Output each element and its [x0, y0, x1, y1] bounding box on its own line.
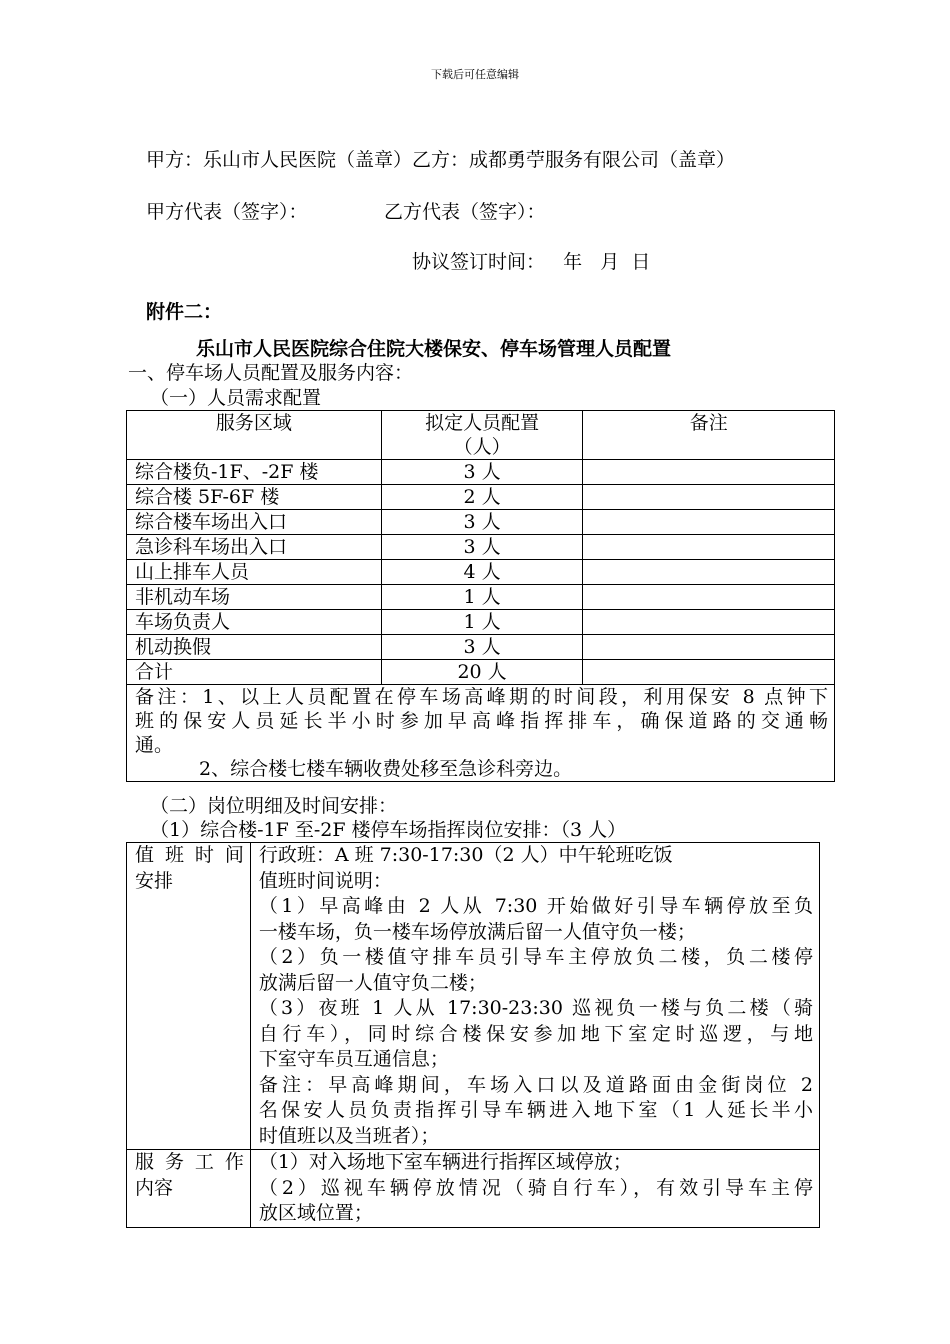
area-cell: 综合楼车场出入口: [127, 510, 382, 535]
table-row-total: [127, 660, 835, 685]
header-note: 下载后可任意编辑: [431, 68, 519, 81]
service-line: （1）对入场地下室车辆进行指挥区域停放；: [258, 1151, 632, 1173]
remark-cell: [583, 460, 835, 485]
count-cell: 3 人: [381, 510, 583, 535]
service-label-line1: 服务工作: [135, 1151, 244, 1173]
page-title: 乐山市人民医院综合住院大楼保安、停车场管理人员配置: [196, 338, 672, 360]
schedule-line: 行政班：A 班 7:30-17:30（2 人）中午轮班吃饭: [258, 844, 673, 866]
schedule-label-line2: 安排: [135, 869, 174, 892]
table-row: [127, 585, 835, 610]
count-cell: 1 人: [381, 585, 583, 610]
schedule-line: 名保安人员负责指挥引导车辆进入地下室（1 人延长半小: [258, 1099, 813, 1121]
duty-service-row: [127, 1150, 820, 1228]
table-row: [127, 460, 835, 485]
area-cell: 合计: [127, 660, 382, 685]
schedule-line: 自行车），同时综合楼保安参加地下室定时巡逻，与地: [258, 1022, 813, 1045]
service-line: （2）巡视车辆停放情况（骑自行车），有效引导车主停: [258, 1176, 813, 1199]
header-count-line2: （人）: [453, 436, 511, 458]
remark-cell: [583, 635, 835, 660]
area-cell: 机动换假: [127, 635, 382, 660]
note-1-line2: 班的保安人员延长半小时参加早高峰指挥排车，确保道路的交通畅: [135, 710, 828, 732]
schedule-line: 值班时间说明：: [258, 869, 392, 892]
schedule-line: 时值班以及当班者）；: [258, 1124, 440, 1147]
schedule-line: 一楼车场，负一楼车场停放满后留一人值守负一楼；: [258, 920, 696, 943]
table-row: [127, 510, 835, 535]
subsection-2-1-heading: （1）综合楼-1F 至-2F 楼停车场指挥岗位安排：（3 人）: [150, 819, 627, 841]
table-row: [127, 485, 835, 510]
service-line: 放区域位置；: [258, 1202, 373, 1224]
staff-config-table: [126, 410, 835, 782]
count-cell: 1 人: [381, 610, 583, 635]
count-cell: 4 人: [381, 560, 583, 585]
area-cell: 山上排车人员: [127, 560, 382, 585]
header-remark: 备注: [583, 411, 835, 460]
schedule-line: 下室守车员互通信息；: [258, 1048, 449, 1070]
count-cell: 20 人: [381, 660, 583, 685]
note-1-line1: 备注：1、以上人员配置在停车场高峰期的时间段，利用保安 8 点钟下: [135, 686, 828, 708]
table-row: [127, 610, 835, 635]
service-label: [127, 1150, 251, 1228]
attachment-heading: 附件二：: [146, 301, 223, 323]
table-header-row: [127, 411, 835, 460]
rep-a-label: 甲方代表（签字）：: [146, 201, 308, 223]
table-row: [127, 560, 835, 585]
schedule-label-line1: 值班时间: [135, 844, 244, 866]
area-cell: 非机动车场: [127, 585, 382, 610]
count-cell: 2 人: [381, 485, 583, 510]
schedule-line: （1）早高峰由 2 人从 7:30 开始做好引导车辆停放至负: [258, 895, 813, 917]
area-cell: 综合楼 5F-6F 楼: [127, 485, 382, 510]
schedule-line: 放满后留一人值守负二楼；: [258, 971, 487, 994]
area-cell: 综合楼负-1F、-2F 楼: [127, 460, 382, 485]
service-content: [250, 1150, 819, 1228]
table-note-row: [127, 685, 835, 782]
parties-line: 甲方：乐山市人民医院（盖章）乙方：成都勇苧服务有限公司（盖章）: [146, 149, 736, 171]
count-cell: 3 人: [381, 635, 583, 660]
table-note: [127, 685, 835, 782]
note-1-line3: 通。: [135, 734, 174, 756]
area-cell: 急诊科车场出入口: [127, 535, 382, 560]
remark-cell: [583, 510, 835, 535]
area-cell: 车场负责人: [127, 610, 382, 635]
schedule-line: 备注：早高峰期间，车场入口以及道路面由金街岗位 2: [258, 1073, 813, 1096]
table-row: [127, 635, 835, 660]
duty-schedule-row: [127, 843, 820, 1150]
remark-cell: [583, 560, 835, 585]
subsection-1-heading: （一）人员需求配置: [150, 387, 322, 409]
schedule-line: （2）负一楼值守排车员引导车主停放负二楼，负二楼停: [258, 946, 813, 968]
remark-cell: [583, 660, 835, 685]
header-count: [381, 411, 583, 460]
remark-cell: [583, 485, 835, 510]
schedule-content: [250, 843, 819, 1150]
remark-cell: [583, 585, 835, 610]
section-1-heading: 一、停车场人员配置及服务内容：: [128, 362, 414, 384]
count-cell: 3 人: [381, 460, 583, 485]
remark-cell: [583, 535, 835, 560]
count-cell: 3 人: [381, 535, 583, 560]
remark-cell: [583, 610, 835, 635]
service-label-line2: 内容: [135, 1176, 174, 1199]
note-2: 2、综合楼七楼车辆收费处移至急诊科旁边。: [199, 758, 573, 780]
rep-b-label: 乙方代表（签字）：: [384, 201, 546, 223]
header-count-line1: 拟定人员配置: [425, 412, 540, 434]
duty-table: [126, 842, 820, 1228]
subsection-2-heading: （二）岗位明细及时间安排：: [150, 795, 398, 817]
header-area: 服务区域: [127, 411, 382, 460]
sign-date: 协议签订时间： 年 月 日: [412, 251, 651, 273]
schedule-line: （3）夜班 1 人从 17:30-23:30 巡视负一楼与负二楼（骑: [258, 997, 813, 1019]
schedule-label: [127, 843, 251, 1150]
table-row: [127, 535, 835, 560]
